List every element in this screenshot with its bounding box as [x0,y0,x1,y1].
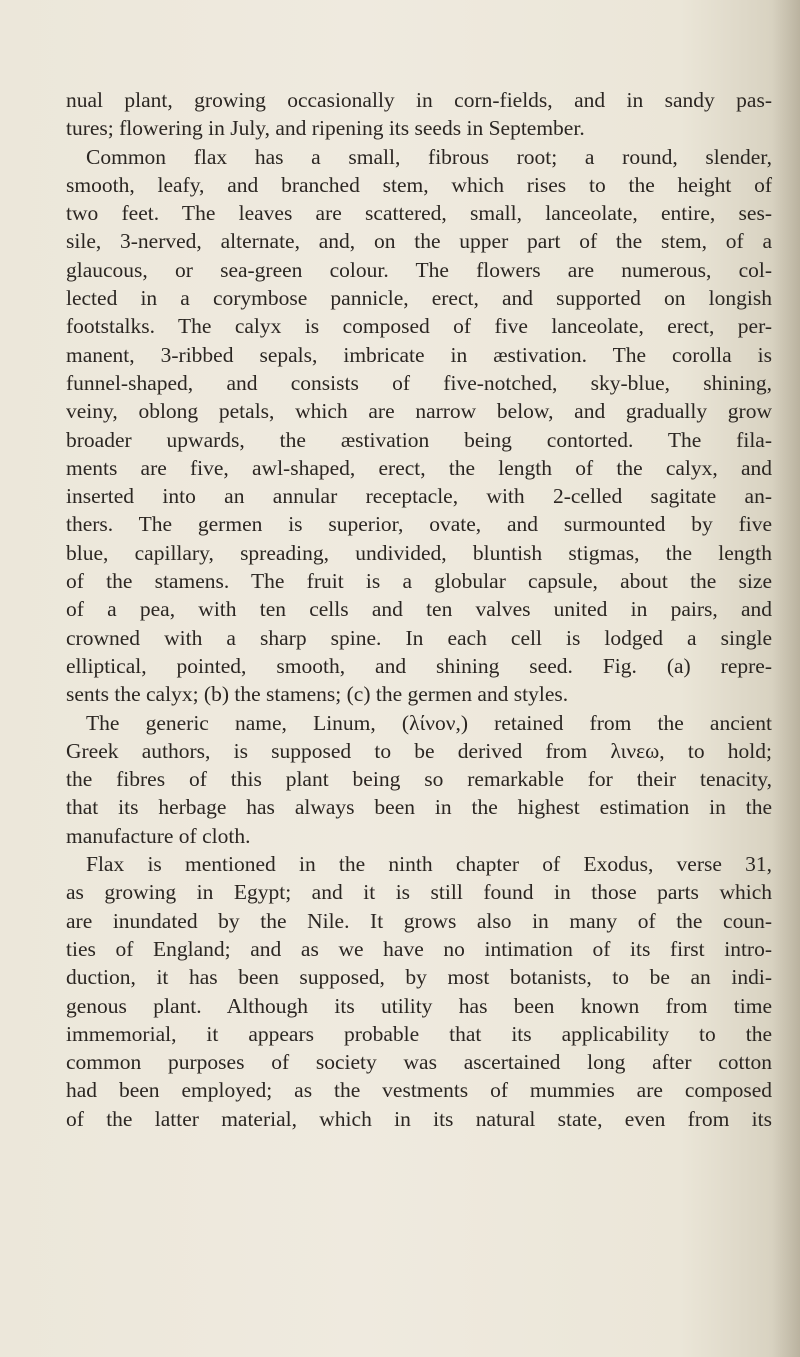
text-line: manent, 3-ribbed sepals, imbricate in æstivation. The corolla is [66,342,772,367]
text-line: Greek authors, is supposed to be derived from λινεω, to hold; [66,738,772,763]
text-line: glaucous, or sea-green colour. The flowers are numerous, col- [66,257,772,282]
text-line: crowned with a sharp spine. In each cell is lodged a single [66,625,772,650]
text-line: The generic name, Linum, (λίνον,) retained from the ancient [86,710,772,735]
text-line: of the latter material, which in its natural state, even from its [66,1106,772,1131]
text-line: broader upwards, the æstivation being contorted. The fila- [66,427,772,452]
text-line: footstalks. The calyx is composed of five lanceolate, erect, per- [66,314,772,339]
text-line: had been employed; as the vestments of mummies are composed [66,1078,772,1103]
paragraph [66,86,772,143]
text-line: duction, it has been supposed, by most botanists, to be an indi- [66,965,772,990]
paragraph [66,143,772,709]
text-line: genous plant. Although its utility has been known from time [66,993,772,1018]
page-edge-shadow [772,0,800,1357]
text-line: ments are five, awl-shaped, erect, the length of the calyx, and [66,455,772,480]
text-line: common purposes of society was ascertained long after cotton [66,1050,772,1075]
paragraph [66,850,772,1133]
text-line: elliptical, pointed, smooth, and shining seed. Fig. (a) repre- [66,653,772,678]
text-line: thers. The germen is superior, ovate, and surmounted by five [66,512,772,537]
text-line: sents the calyx; (b) the stamens; (c) the germen and styles. [66,682,569,707]
body-text [66,86,772,1133]
text-line: veiny, oblong petals, which are narrow below, and gradually grow [66,399,772,424]
text-line: as growing in Egypt; and it is still found in those parts which [66,880,772,905]
text-line: funnel-shaped, and consists of five-notched, sky-blue, shining, [66,370,772,395]
text-line: immemorial, it appears probable that its applicability to the [66,1021,772,1046]
text-line: sile, 3-nerved, alternate, and, on the upper part of the stem, of a [66,229,772,254]
text-line: two feet. The leaves are scattered, small, lanceolate, entire, ses- [66,201,772,226]
text-line: are inundated by the Nile. It grows also in many of the coun- [66,908,772,933]
text-line: of the stamens. The fruit is a globular capsule, about the size [66,569,772,594]
text-line: manufacture of cloth. [66,823,251,848]
text-line: tures; flowering in July, and ripening its seeds in September. [66,116,585,141]
text-line: lected in a corymbose pannicle, erect, and supported on longish [66,286,772,311]
paragraph [66,709,772,850]
text-line: smooth, leafy, and branched stem, which rises to the height of [66,172,772,197]
text-line: blue, capillary, spreading, undivided, bluntish stigmas, the length [66,540,772,565]
text-line: inserted into an annular receptacle, with 2-celled sagitate an- [66,484,772,509]
text-line: nual plant, growing occasionally in corn-fields, and in sandy pas- [66,88,772,112]
text-line: Common flax has a small, fibrous root; a round, slender, [86,144,772,169]
text-line: Flax is mentioned in the ninth chapter of Exodus, verse 31, [86,852,772,877]
text-line: ties of England; and as we have no intimation of its first intro- [66,936,772,961]
text-line: that its herbage has always been in the highest estimation in the [66,795,772,820]
text-line: the fibres of this plant being so remarkable for their tenacity, [66,767,772,792]
text-line: of a pea, with ten cells and ten valves united in pairs, and [66,597,772,622]
